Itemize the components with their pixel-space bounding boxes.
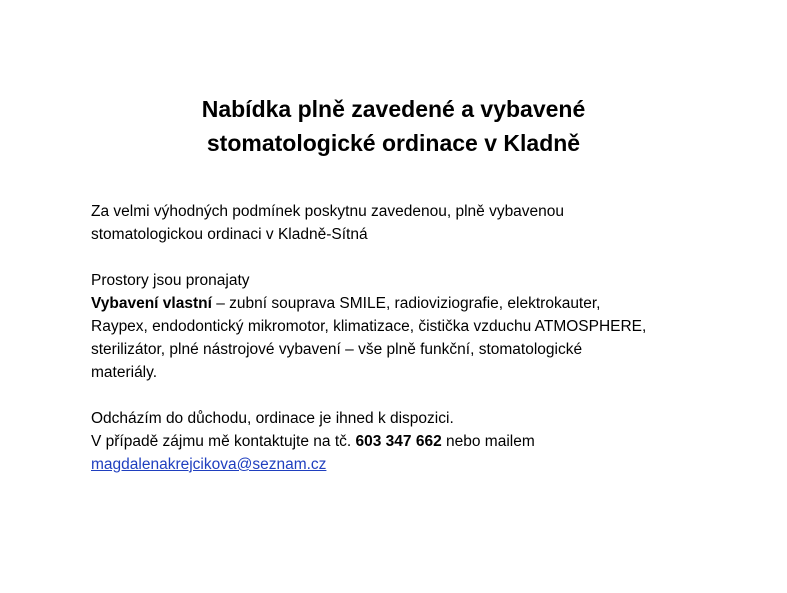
retirement-text: Odcházím do důchodu, ordinace je ihned k dispozici. (91, 410, 454, 427)
contact-paragraph (91, 430, 731, 476)
equipment-line-3: sterilizátor, plné nástrojové vybavení – vše plně funkční, stomatologické (91, 341, 583, 358)
intro-paragraph (91, 200, 731, 246)
paragraph-spacer (91, 384, 731, 407)
page-title (0, 92, 787, 160)
intro-line-2: stomatologickou ordinaci v Kladně-Sítná (91, 226, 368, 243)
equipment-label: Vybavení vlastní (91, 295, 212, 312)
intro-line-1: Za velmi výhodných podmínek poskytnu zavedenou, plně vybavenou (91, 203, 565, 220)
document-body (91, 200, 731, 476)
title-line-2: stomatologické ordinace v Kladně (206, 130, 581, 156)
equipment-line-4: materiály. (91, 364, 158, 381)
equipment-line-2: Raypex, endodontický mikromotor, klimatizace, čistička vzduchu ATMOSPHERE, (91, 318, 647, 335)
title-line-1: Nabídka plně zavedené a vybavené (201, 96, 586, 122)
equipment-line-1: – zubní souprava SMILE, radioviziografie, elektrokauter, (211, 295, 601, 312)
equipment-paragraph (91, 292, 731, 384)
paragraph-spacer (91, 246, 731, 269)
contact-suffix: nebo mailem (441, 433, 535, 450)
phone-number: 603 347 662 (355, 433, 442, 450)
contact-prefix: V případě zájmu mě kontaktujte na tč. (91, 433, 356, 450)
email-link[interactable]: magdalenakrejcikova@seznam.cz (91, 456, 327, 473)
premises-text: Prostory jsou pronajaty (91, 272, 250, 289)
